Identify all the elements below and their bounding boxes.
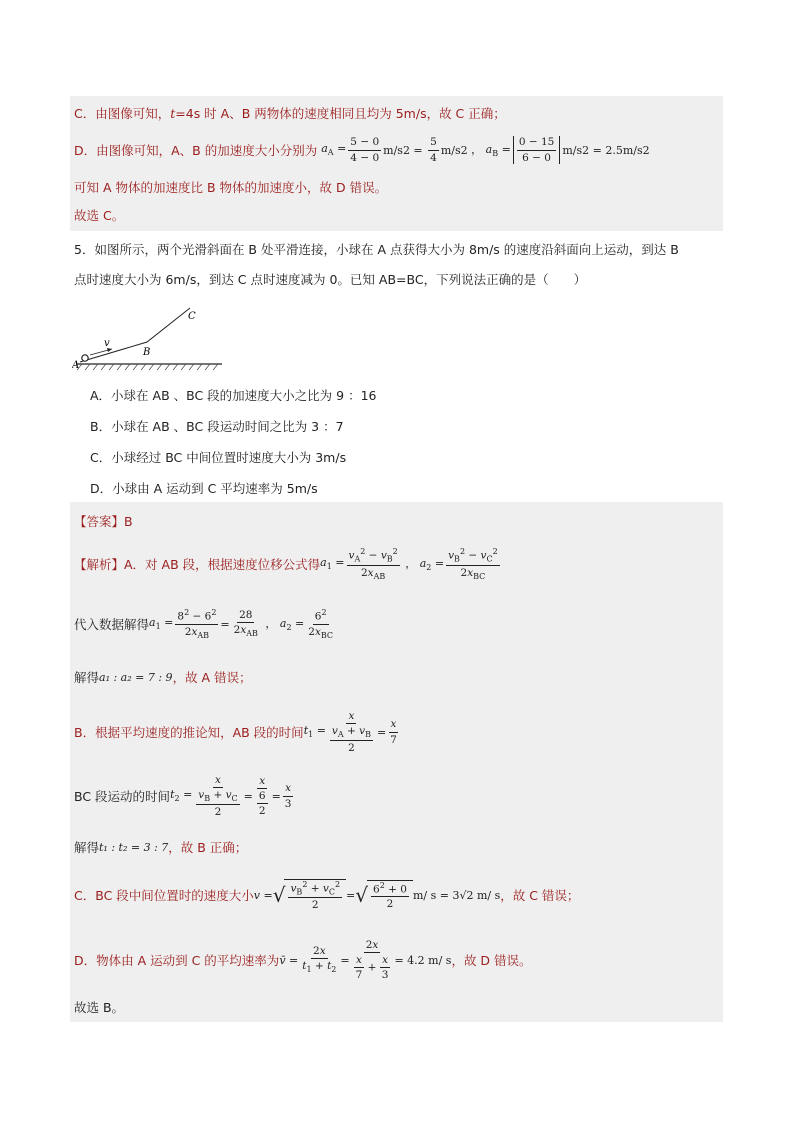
option-b: B．小球在 AB 、BC 段运动时间之比为 3 ：7 [90,419,344,434]
answer-line: 【答案】 B [74,513,133,529]
incline-figure [72,302,232,372]
option-d: D．小球由 A 运动到 C 平均速率为 5m/s [90,481,318,496]
analysis-bc: BC 段运动的时间 $t_2$ = $\frac{x}{\frac{v_B + v_C}{2}}$ = $\frac{x}{\frac{6}{2}}$ = $\frac{x}{3}$ [74,773,292,819]
option-a: A．小球在 AB 、BC 段的加速度大小之比为 9 ：16 [90,388,377,403]
label-b: B [143,347,151,358]
question-line-1: 5．如图所示，两个光滑斜面在 B 处平滑连接，小球在 A 点获得大小为 8m/s 的速度沿斜面向上运动，到达 B [74,242,679,257]
option-c: C．小球经过 BC 中间位置时速度大小为 3m/s [90,450,347,465]
analysis-d: D．物体由 A 运动到 C 的平均速率为 v̄ = $\frac{2x}{t_1 + t_2}$ = 2x $\frac{x}{7}$ + $\frac{x}{3}$ = 4.2 m/ s ，故 D 错误。 [74,938,532,982]
analysis-solve-a: 解得 a₁ : a₂ = 7 : 9 ，故 A 错误； [74,670,252,685]
label-a: A [72,360,80,371]
analysis-final: 故选 B。 [74,1000,125,1015]
question-line-2: 点时速度大小为 6m/s，到达 C 点时速度减为 0。已知 AB=BC，下列说法正确的是（ ） [74,272,587,287]
analysis-block [70,502,723,1022]
analysis-solve-b: 解得 t₁ : t₂ = 3 : 7 ，故 B 正确； [74,840,248,855]
prev-line-select: 故选 C。 [74,208,125,223]
analysis-sub: 代入数据解得 $a_1$ = $\frac{8^2 - 6^2}{2x_{AB}}$ = $\frac{28}{2x_{AB}}$ ， $a_2$ = $\frac{6^2}{2x_{BC}}$ [74,608,334,640]
label-v: v [104,338,110,349]
prev-line-c: C．由图像可知， t =4s 时 A、B 两物体的速度相同且均为 5m/s，故 C 正确； [74,105,506,121]
frac-a-a2: $\frac{5}{4}$ [430,136,437,164]
prev-line-note: 可知 A 物体的加速度比 B 物体的加速度小，故 D 错误。 [74,180,388,195]
ball-icon [82,355,88,361]
analysis-b: B．根据平均速度的推论知，AB 段的时间 $t_1$ = $\frac{x}{\frac{v_A + v_B}{2}}$ = $\frac{x}{7}$ [74,709,397,755]
frac-a-a: $\frac{5 - 0}{4 - 0}$ [350,136,380,164]
prev-line-d: D．由图像可知，A、B 的加速度大小分别为 $a_A$ = $\frac{5 - 0}{4 - 0}$ m/s 2 = $\frac{5}{4}$ m/s 2 ， $a_B$ = $\frac{0 - 15}{6 - 0}$ m/s 2 = 2.5m/s 2 [74,136,650,164]
analysis-c: C．BC 段中间位置时的速度大小 v = √ $\frac{v_B^2 + v_C^2}{2}$ = √ $\frac{6^2 + 0}{2}$ m/ s = 3√2 m/ s ，故 C 错误； [74,879,580,912]
analysis-a: 【解析】A．对 AB 段，根据速度位移公式得 $a_1$ = $\frac{v_A^2 - v_B^2}{2x_{AB}}$ ， $a_2$ = $\frac{v_B^2 - v_C^2}{2x_{BC}}$ [74,546,498,581]
label-c: C [188,311,196,322]
prev-solution-block [70,96,723,231]
abs-a-b: $\frac{0 - 15}{6 - 0}$ [513,136,561,163]
